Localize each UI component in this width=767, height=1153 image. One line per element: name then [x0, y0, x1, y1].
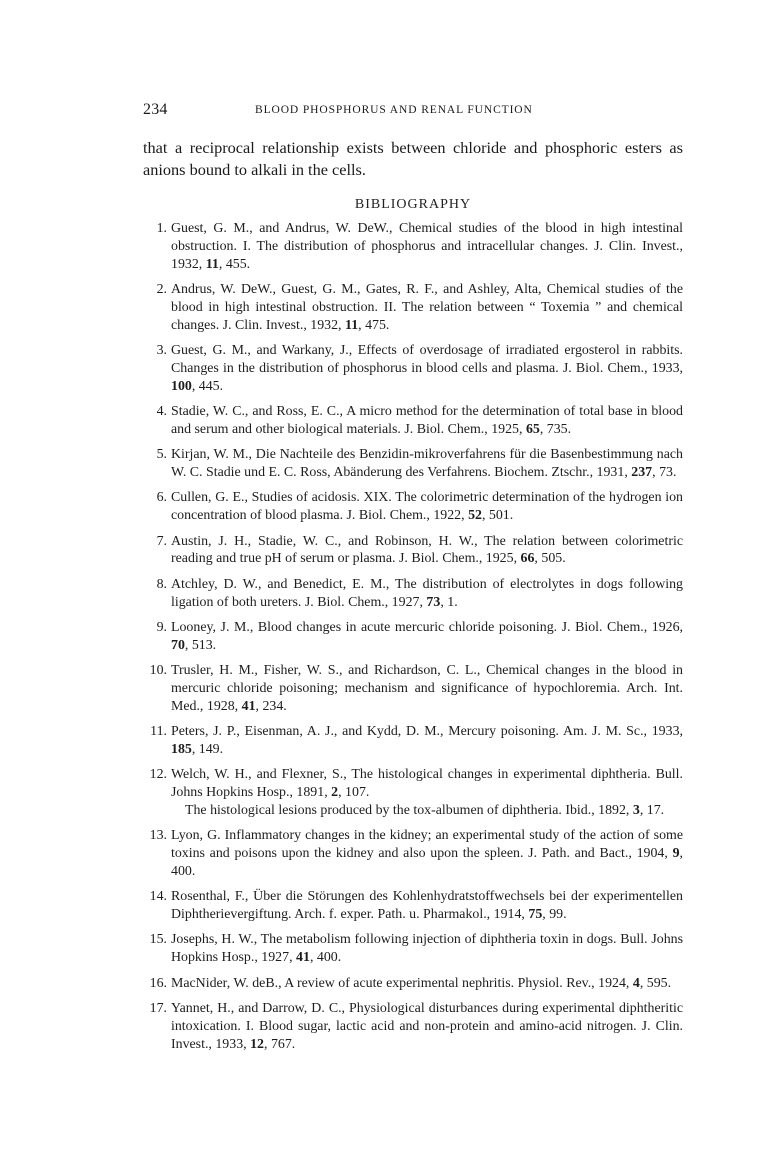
reference-pages: , 767. [264, 1036, 296, 1052]
reference-number: 8. [156, 576, 167, 592]
reference-item [143, 766, 683, 819]
reference-item [143, 975, 683, 993]
reference-item [143, 533, 683, 569]
reference-number: 10. [149, 663, 167, 679]
page-number: 234 [143, 101, 168, 118]
reference-item [143, 342, 683, 395]
reference-pages: , 234. [255, 698, 287, 714]
reference-number: 3. [156, 342, 167, 358]
reference-volume: 2 [331, 785, 339, 801]
reference-number: 6. [156, 490, 167, 506]
reference-text: MacNider, W. deB., A review of acute experimental nephritis. Physiol. Rev., 1924, [171, 975, 630, 991]
reference-volume: 185 [171, 741, 192, 757]
reference-volume: 52 [468, 508, 482, 524]
reference-pages: , 400. [309, 950, 342, 966]
continuation-pages: , 17. [639, 802, 665, 818]
reference-volume: 70 [171, 637, 185, 653]
reference-number: 17. [149, 1000, 167, 1016]
reference-number: 15. [149, 932, 167, 948]
reference-item [143, 446, 683, 482]
reference-number: 11. [150, 724, 167, 740]
reference-text: Cullen, G. E., Studies of acidosis. XIX. The colorimetric determination of the hydrogen ion concentration of blood plasma. J. Biol. Chem., 1922, [171, 490, 683, 524]
reference-pages: , 735. [539, 421, 572, 437]
reference-pages: , 501. [481, 508, 514, 524]
reference-item [143, 576, 683, 612]
reference-number: 7. [156, 533, 167, 549]
intro-paragraph: that a reciprocal relationship exists between chloride and phosphoric esters as anions bound to alkali in the cells. [143, 138, 683, 179]
reference-pages: , 1. [440, 594, 458, 610]
reference-text: Josephs, H. W., The metabolism following injection of diphtheria toxin in dogs. Bull. Johns Hopkins Hosp., 1927, [171, 932, 683, 966]
reference-volume: 12 [250, 1036, 264, 1052]
running-head: BLOOD PHOSPHORUS AND RENAL FUNCTION [255, 104, 533, 116]
reference-pages: , 73. [652, 464, 677, 480]
reference-text: Kirjan, W. M., Die Nachteile des Benzidin-mikroverfahrens für die Basenbestimmung nach W. C. Stadie und E. C. Ross, Abänderung des Verfahrens. Biochem. Ztschr., 1931, [171, 447, 683, 480]
reference-text: Yannet, H., and Darrow, D. C., Physiological disturbances during experimental diphtheritic intoxication. I. Blood sugar, lactic acid and non-protein and amino-acid nitrogen. J. Clin. Invest., 1933, [171, 1000, 683, 1052]
reference-number: 16. [149, 975, 167, 991]
bibliography-title: BIBLIOGRAPHY [354, 197, 472, 212]
reference-pages: , 475. [358, 317, 390, 333]
reference-pages: , 149. [191, 741, 224, 757]
reference-pages: , 455. [218, 256, 251, 272]
reference-volume: 41 [296, 950, 310, 966]
reference-volume: 66 [520, 551, 535, 567]
reference-number: 1. [156, 221, 167, 236]
reference-volume: 237 [631, 464, 653, 480]
reference-number: 5. [156, 447, 167, 463]
reference-number: 4. [156, 403, 167, 419]
reference-volume: 11 [345, 317, 359, 333]
reference-text: Andrus, W. DeW., Guest, G. M., Gates, R. F., and Ashley, Alta, Chemical studies of the blood in high intestinal obstruction. II. The relation between “ Toxemia ” and chemical changes. J. Clin. Invest., 1932, [171, 281, 683, 333]
reference-text: Welch, W. H., and Flexner, S., The histological changes in experimental diphtheria. Bull. Johns Hopkins Hosp., 1891, [171, 767, 683, 801]
reference-text: Austin, J. H., Stadie, W. C., and Robinson, H. W., The relation between colorimetric reading and true pH of serum or plasma. J. Biol. Chem., 1925, [171, 533, 683, 567]
reference-item [143, 827, 683, 880]
reference-item [143, 931, 683, 967]
reference-continuation [171, 802, 683, 820]
reference-item [143, 723, 683, 759]
reference-pages: , 99. [542, 907, 567, 923]
reference-item [143, 662, 683, 715]
reference-text: Peters, J. P., Eisenman, A. J., and Kydd, D. M., Mercury poisoning. Am. J. M. Sc., 1933, [171, 724, 683, 740]
reference-text: Stadie, W. C., and Ross, E. C., A micro method for the determination of total base in blood and serum and other biological materials. J. Biol. Chem., 1925, [171, 403, 683, 437]
reference-text: Trusler, H. M., Fisher, W. S., and Richardson, C. L., Chemical changes in the blood in mercuric chloride poisoning; mechanism and significance of hypochloremia. Arch. Int. Med., 1928, [171, 663, 683, 714]
reference-volume: 11 [205, 256, 219, 272]
reference-number: 12. [149, 767, 167, 783]
reference-text: Rosenthal, F., Über die Störungen des Kohlenhydratstoffwechsels bei der experimentellen Diphtherievergiftung. Arch. f. exper. Path. u. Pharmakol., 1914, [171, 889, 683, 923]
page-header [143, 101, 683, 121]
reference-volume: 75 [528, 907, 543, 923]
reference-pages: , 107. [338, 785, 370, 801]
reference-item [143, 403, 683, 439]
reference-volume: 100 [171, 378, 192, 394]
reference-volume: 9 [672, 846, 680, 862]
reference-item [143, 888, 683, 924]
reference-pages: , 595. [639, 975, 672, 991]
continuation-volume: 3 [632, 802, 640, 818]
bibliography-list [143, 220, 683, 1053]
reference-text: Atchley, D. W., and Benedict, E. M., The distribution of electrolytes in dogs following ligation of both ureters. J. Biol. Chem., 1927, [171, 576, 683, 610]
reference-volume: 41 [241, 698, 256, 714]
reference-number: 14. [149, 889, 167, 905]
reference-number: 13. [149, 828, 167, 844]
reference-pages: , 505. [534, 551, 566, 567]
reference-text: Guest, G. M., and Warkany, J., Effects of overdosage of irradiated ergosterol in rabbits. Changes in the distribution of phosphorus in blood cells and plasma. J. Biol. Chem., 1933, [171, 342, 683, 376]
reference-item [143, 619, 683, 655]
reference-volume: 73 [426, 594, 441, 610]
reference-pages: , 513. [184, 637, 217, 653]
reference-number: 9. [156, 619, 167, 635]
reference-pages: , 400. [171, 846, 683, 879]
reference-item [143, 281, 683, 334]
reference-item [143, 489, 683, 525]
reference-volume: 65 [525, 421, 540, 437]
continuation-text: The histological lesions produced by the tox-albumen of diphtheria. Ibid., 1892, [185, 802, 630, 818]
reference-text: Guest, G. M., and Andrus, W. DeW., Chemical studies of the blood in high intestinal obstruction. I. The distribution of phosphorus and intracellular changes. J. Clin. Invest., 1932, [171, 221, 683, 272]
reference-item [143, 220, 683, 273]
reference-item [143, 1000, 683, 1053]
reference-volume: 4 [632, 975, 640, 991]
reference-pages: , 445. [191, 378, 224, 394]
reference-text: Lyon, G. Inflammatory changes in the kidney; an experimental study of the action of some toxins and poisons upon the kidney and also upon the spleen. J. Path. and Bact., 1904, [171, 828, 683, 862]
reference-text: Looney, J. M., Blood changes in acute mercuric chloride poisoning. J. Biol. Chem., 1926, [171, 619, 683, 635]
reference-number: 2. [156, 281, 167, 297]
